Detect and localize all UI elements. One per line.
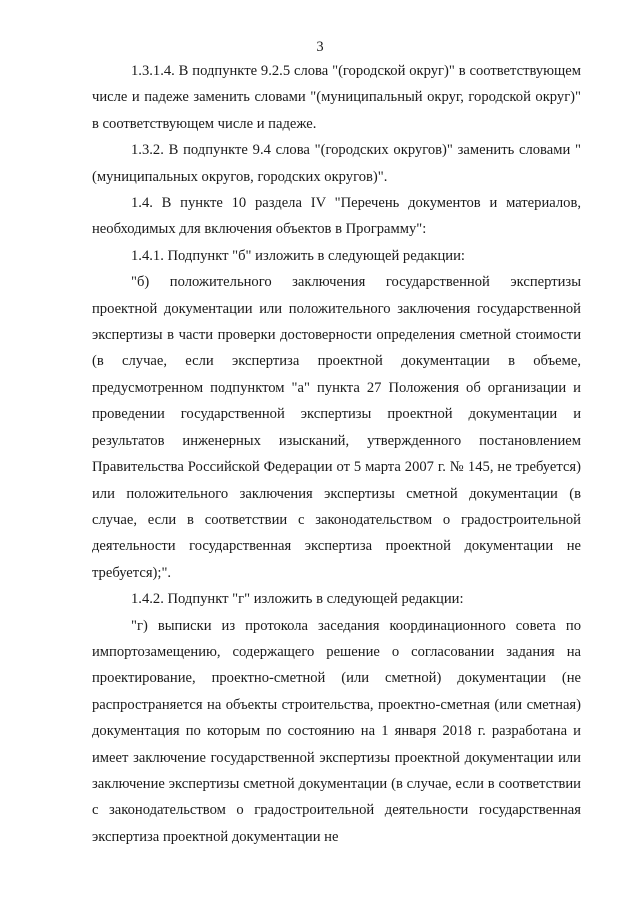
paragraph-1-4-1: 1.4.1. Подпункт "б" изложить в следующей редакции: <box>131 247 465 264</box>
paragraph-1-3-1-4: 1.3.1.4. В подпункте 9.2.5 слова "(городской округ)" в соответствующем числе и падеже заменить словами "(муниципальный округ, городской округ)" в соответствующем числе и падеже. <box>92 63 581 132</box>
paragraph-1-4: 1.4. В пункте 10 раздела IV "Перечень документов и материалов, необходимых для включения объектов в Программу": <box>92 195 581 238</box>
paragraph-subitem-g: "г) выписки из протокола заседания координационного совета по импортозамещению, содержащего решение о согласовании задания на проектирование, проектно-сметной (или сметной) документации (не распространяется на объекты строительства, проектно-сметная (или сметная) документация по которым по состоянию на 1 января 2018 г. разработана и имеет заключение государственной экспертизы проектной документации или заключение экспертизы сметной документации (в случае, если в соответствии с законодательством о градостроительной деятельности государственная экспертиза проектной документации не <box>92 617 581 845</box>
paragraph-subitem-b: "б) положительного заключения государственной экспертизы проектной документации или положительного заключения государственной экспертизы в части проверки достоверности определения сметной стоимости (в случае, если экспертиза проектной документации в объеме, предусмотренном подпунктом "а" пункта 27 Положения об организации и проведении государственной экспертизы проектной документации и результатов инженерных изысканий, утвержденного постановлением Правительства Российской Федерации от 5 марта 2007 г. № 145, не требуется) или положительного заключения экспертизы сметной документации (в случае, если в соответствии с законодательством о градостроительной деятельности государственная экспертиза проектной документации не требуется);". <box>92 274 581 581</box>
document-body <box>92 58 581 850</box>
page-number: 3 <box>316 39 324 55</box>
paragraph-1-3-2: 1.3.2. В подпункте 9.4 слова "(городских округов)" заменить словами "(муниципальных округов, городских округов)". <box>92 142 581 185</box>
paragraph-1-4-2: 1.4.2. Подпункт "г" изложить в следующей редакции: <box>131 591 464 608</box>
